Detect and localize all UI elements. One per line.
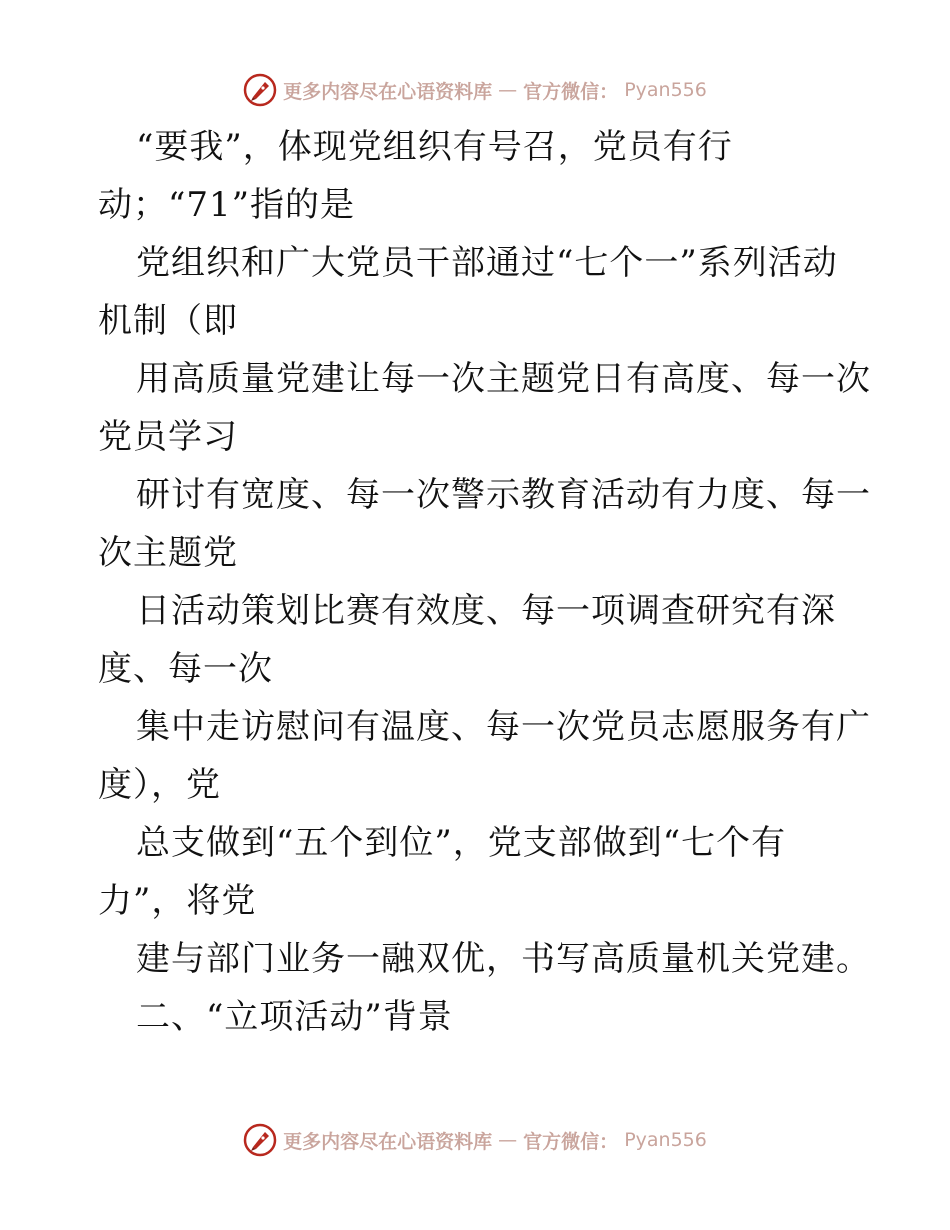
watermark-separator: — (498, 1129, 518, 1151)
body-line: 党员学习 (98, 417, 238, 457)
body-line: 动；“71”指的是 (98, 185, 356, 225)
body-line: 度、每一次 (98, 649, 273, 689)
document-body (98, 118, 871, 1046)
body-line: “要我”，体现党组织有号召，党员有行 (136, 127, 733, 167)
pen-nib-logo-icon (243, 73, 277, 107)
pen-nib-logo-icon (243, 1123, 277, 1157)
watermark-separator: — (498, 79, 518, 101)
body-line: 总支做到“五个到位”，党支部做到“七个有 (136, 823, 787, 863)
body-line: 集中走访慰问有温度、每一次党员志愿服务有广 (136, 707, 871, 747)
body-line: 建与部门业务一融双优，书写高质量机关党建。 (136, 939, 871, 979)
body-line: 党组织和广大党员干部通过“七个一”系列活动 (136, 243, 838, 283)
body-line: 用高质量党建让每一次主题党日有高度、每一次 (136, 359, 871, 399)
body-line: 机制（即 (98, 301, 238, 341)
body-line: 次主题党 (98, 533, 238, 573)
watermark-account: Pyan556 (624, 79, 707, 101)
section-heading: 二、“立项活动”背景 (136, 997, 453, 1037)
watermark-account: Pyan556 (624, 1129, 707, 1151)
footer-watermark (0, 1120, 950, 1160)
header-watermark (0, 70, 950, 110)
watermark-site-text: 更多内容尽在心语资料库 (283, 80, 493, 103)
body-line: 度），党 (98, 765, 221, 805)
watermark-wechat-label: 官方微信： (523, 80, 619, 103)
watermark-site-text: 更多内容尽在心语资料库 (283, 1130, 493, 1153)
body-line: 日活动策划比赛有效度、每一项调查研究有深 (136, 591, 836, 631)
body-line: 力”，将党 (98, 881, 257, 921)
watermark-wechat-label: 官方微信： (523, 1130, 619, 1153)
body-line: 研讨有宽度、每一次警示教育活动有力度、每一 (136, 475, 871, 515)
